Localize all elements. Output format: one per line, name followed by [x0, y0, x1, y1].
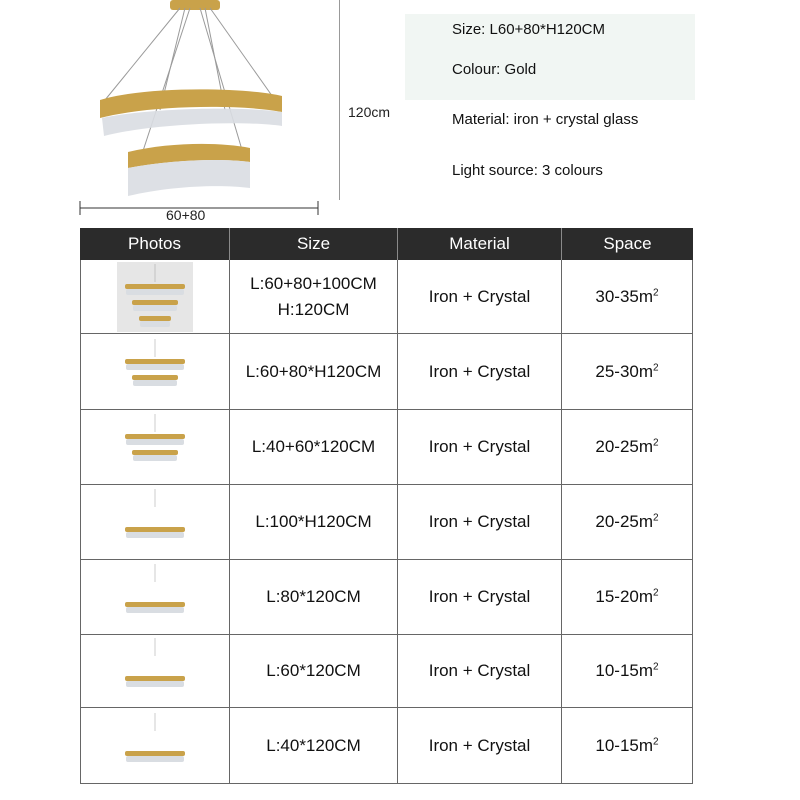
table-row	[80, 485, 693, 560]
photo-cell	[80, 485, 230, 559]
space-area: 20-25m	[595, 437, 654, 456]
width-label: 60+80	[166, 207, 206, 223]
table-row	[80, 635, 693, 708]
material-cell	[398, 485, 562, 559]
size-value: L:80*120CM	[266, 587, 361, 606]
space-area: 10-15m	[595, 661, 654, 680]
size-cell	[230, 485, 398, 559]
chandelier-illustration	[0, 0, 340, 228]
material-cell	[398, 560, 562, 634]
suspension-cables	[105, 8, 275, 160]
spec-colour: Colour: Gold	[452, 61, 537, 78]
material-value: Iron + Crystal	[428, 661, 531, 680]
photo-cell	[80, 334, 230, 409]
size-cell	[230, 410, 398, 484]
table-row	[80, 560, 693, 635]
space-value	[595, 736, 658, 756]
space-cell	[562, 260, 693, 333]
product-hero	[0, 0, 800, 228]
size-value: L:40+60*120CM	[251, 437, 376, 456]
photo-cell	[80, 410, 230, 484]
material-cell	[398, 260, 562, 333]
material-cell	[398, 334, 562, 409]
size-value: L:60+80+100CM H:120CM	[250, 273, 377, 319]
chandelier-thumbnail	[117, 337, 193, 407]
table-row	[80, 260, 693, 334]
space-unit-exponent: 2	[653, 512, 659, 524]
space-cell	[562, 635, 693, 707]
spec-size: Size: L60+80*H120CM	[452, 21, 606, 38]
upper-ring	[100, 89, 282, 136]
size-cell	[230, 560, 398, 634]
space-area: 15-20m	[595, 587, 654, 606]
space-unit-exponent: 2	[653, 661, 659, 673]
material-cell	[398, 635, 562, 707]
material-cell	[398, 708, 562, 783]
size-value: L:60+80*H120CM	[245, 361, 382, 381]
space-cell	[562, 485, 693, 559]
space-unit-exponent: 2	[653, 361, 659, 373]
material-value: Iron + Crystal	[428, 361, 531, 381]
lower-ring	[128, 144, 250, 196]
chandelier-thumbnail	[117, 487, 193, 557]
space-value	[595, 437, 658, 457]
space-unit-exponent: 2	[653, 735, 659, 747]
space-area: 25-30m	[595, 361, 654, 381]
material-value: Iron + Crystal	[428, 286, 531, 306]
space-cell	[562, 560, 693, 634]
spec-light-source: Light source: 3 colours	[452, 162, 603, 179]
material-value: Iron + Crystal	[428, 587, 531, 606]
chandelier-thumbnail	[117, 562, 193, 632]
size-value: L:60*120CM	[266, 661, 361, 680]
space-unit-exponent: 2	[653, 286, 659, 298]
space-area: 10-15m	[595, 735, 654, 755]
height-label: 120cm	[348, 104, 391, 120]
material-cell	[398, 410, 562, 484]
photo-cell	[80, 560, 230, 634]
space-cell	[562, 708, 693, 783]
space-cell	[562, 334, 693, 409]
size-cell	[230, 260, 398, 333]
chandelier-thumbnail	[117, 412, 193, 482]
chandelier-thumbnail	[117, 711, 193, 781]
space-unit-exponent: 2	[653, 587, 659, 599]
size-value: L:40*120CM	[266, 735, 361, 755]
size-value: L:100*H120CM	[255, 512, 372, 531]
space-area: 20-25m	[595, 512, 654, 531]
header-material: Material	[398, 228, 562, 260]
table-row	[80, 708, 693, 784]
space-value	[595, 587, 658, 607]
size-cell	[230, 708, 398, 783]
header-space: Space	[603, 234, 652, 253]
material-value: Iron + Crystal	[428, 437, 531, 456]
header-size: Size	[230, 228, 398, 260]
photo-cell	[80, 635, 230, 707]
space-cell	[562, 410, 693, 484]
table-row	[80, 334, 693, 410]
material-value: Iron + Crystal	[428, 512, 531, 531]
space-unit-exponent: 2	[653, 437, 659, 449]
space-area: 30-35m	[595, 286, 654, 306]
header-photos: Photos	[80, 228, 230, 260]
size-cell	[230, 334, 398, 409]
photo-cell	[80, 260, 230, 333]
size-cell	[230, 635, 398, 707]
ceiling-canopy	[170, 0, 220, 10]
chandelier-thumbnail	[117, 262, 193, 332]
photo-cell	[80, 708, 230, 783]
table-header	[80, 228, 693, 260]
spec-material: Material: iron + crystal glass	[452, 111, 639, 128]
space-value	[595, 512, 658, 532]
table-row	[80, 410, 693, 485]
space-value	[595, 362, 658, 382]
material-value: Iron + Crystal	[428, 735, 531, 755]
space-value	[595, 287, 658, 307]
space-value	[595, 661, 658, 681]
chandelier-thumbnail	[117, 636, 193, 706]
